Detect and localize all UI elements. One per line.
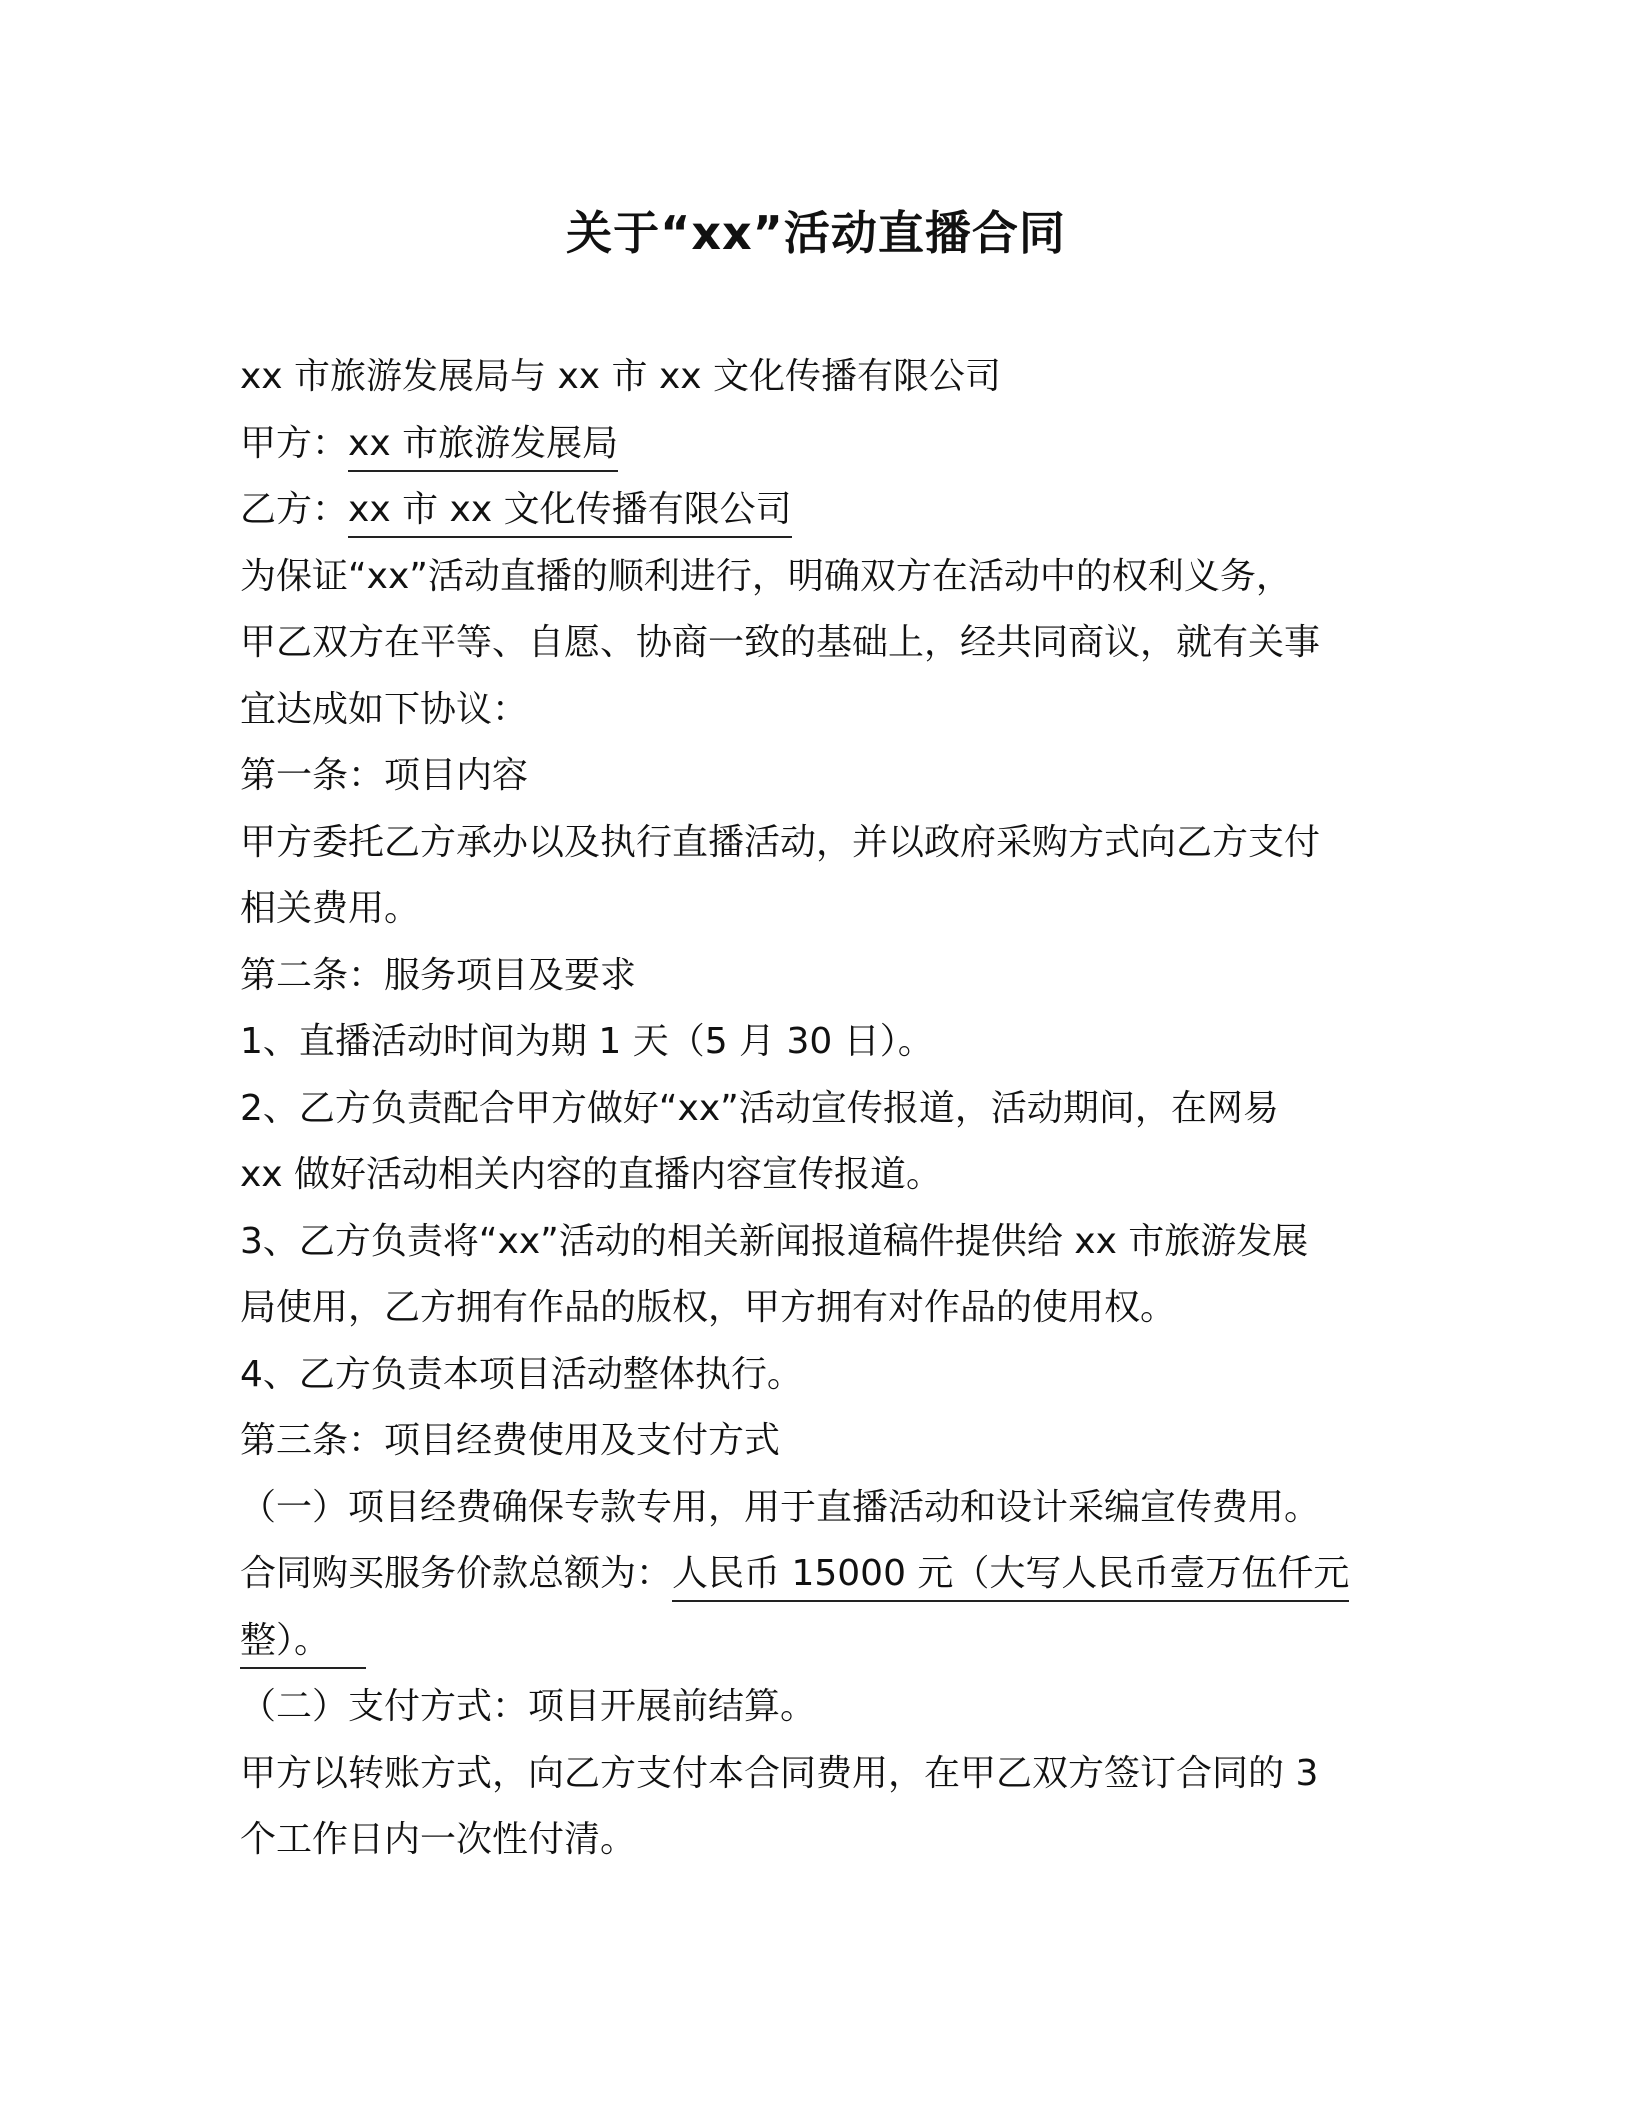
party-b-line xyxy=(240,477,1390,544)
article-1-body-line: 相关费用。 xyxy=(240,888,421,929)
article-2-item-3-cont: 局使用，乙方拥有作品的版权，甲方拥有对作品的使用权。 xyxy=(240,1287,1177,1328)
article-2-item-1: 1、直播活动时间为期 1 天（5 月 30 日）。 xyxy=(240,1021,934,1062)
article-1-body-line: 甲方委托乙方承办以及执行直播活动，并以政府采购方式向乙方支付 xyxy=(240,821,1321,863)
article-3-item-1: （一）项目经费确保专款专用，用于直播活动和设计采编宣传费用。 xyxy=(240,1486,1321,1528)
price-line-cont xyxy=(240,1608,1390,1675)
payment-body-line: 个工作日内一次性付清。 xyxy=(240,1819,637,1860)
intro-line: 为保证“xx”活动直播的顺利进行，明确双方在活动中的权利义务， xyxy=(240,555,1292,597)
parties-line: xx 市旅游发展局与 xx 市 xx 文化传播有限公司 xyxy=(240,356,1002,397)
party-a-label: 甲方： xyxy=(240,422,349,464)
intro-line: 甲乙双方在平等、自愿、协商一致的基础上，经共同商议，就有关事 xyxy=(240,622,1321,663)
price-value-cont-text: 整）。 xyxy=(240,1619,331,1661)
price-line xyxy=(240,1541,1390,1608)
party-b-value: xx 市 xx 文化传播有限公司 xyxy=(348,489,792,538)
article-2-item-4: 4、乙方负责本项目活动整体执行。 xyxy=(240,1353,803,1395)
price-value-cont xyxy=(240,1620,366,1669)
document-title: 关于“xx”活动直播合同 xyxy=(566,206,1066,260)
document-body xyxy=(240,344,1390,1874)
party-b-label: 乙方： xyxy=(240,489,349,530)
party-a-line xyxy=(240,411,1390,478)
intro-line: 宜达成如下协议： xyxy=(240,688,529,730)
article-2-heading: 第二条：服务项目及要求 xyxy=(240,954,637,996)
price-label: 合同购买服务价款总额为： xyxy=(240,1553,673,1594)
article-3-heading: 第三条：项目经费使用及支付方式 xyxy=(240,1420,781,1461)
price-value: 人民币 15000 元（大写人民币壹万伍仟元 xyxy=(672,1553,1349,1602)
party-a-value: xx 市旅游发展局 xyxy=(348,423,618,472)
article-1-heading: 第一条：项目内容 xyxy=(240,755,529,796)
article-2-item-2: 2、乙方负责配合甲方做好“xx”活动宣传报道，活动期间，在网易 xyxy=(240,1087,1279,1129)
payment-body-line: 甲方以转账方式，向乙方支付本合同费用，在甲乙双方签订合同的 3 xyxy=(240,1752,1319,1794)
article-3-item-2: （二）支付方式：项目开展前结算。 xyxy=(240,1686,817,1727)
article-2-item-2-cont: xx 做好活动相关内容的直播内容宣传报道。 xyxy=(240,1154,943,1195)
article-2-item-3: 3、乙方负责将“xx”活动的相关新闻报道稿件提供给 xx 市旅游发展 xyxy=(240,1220,1309,1262)
